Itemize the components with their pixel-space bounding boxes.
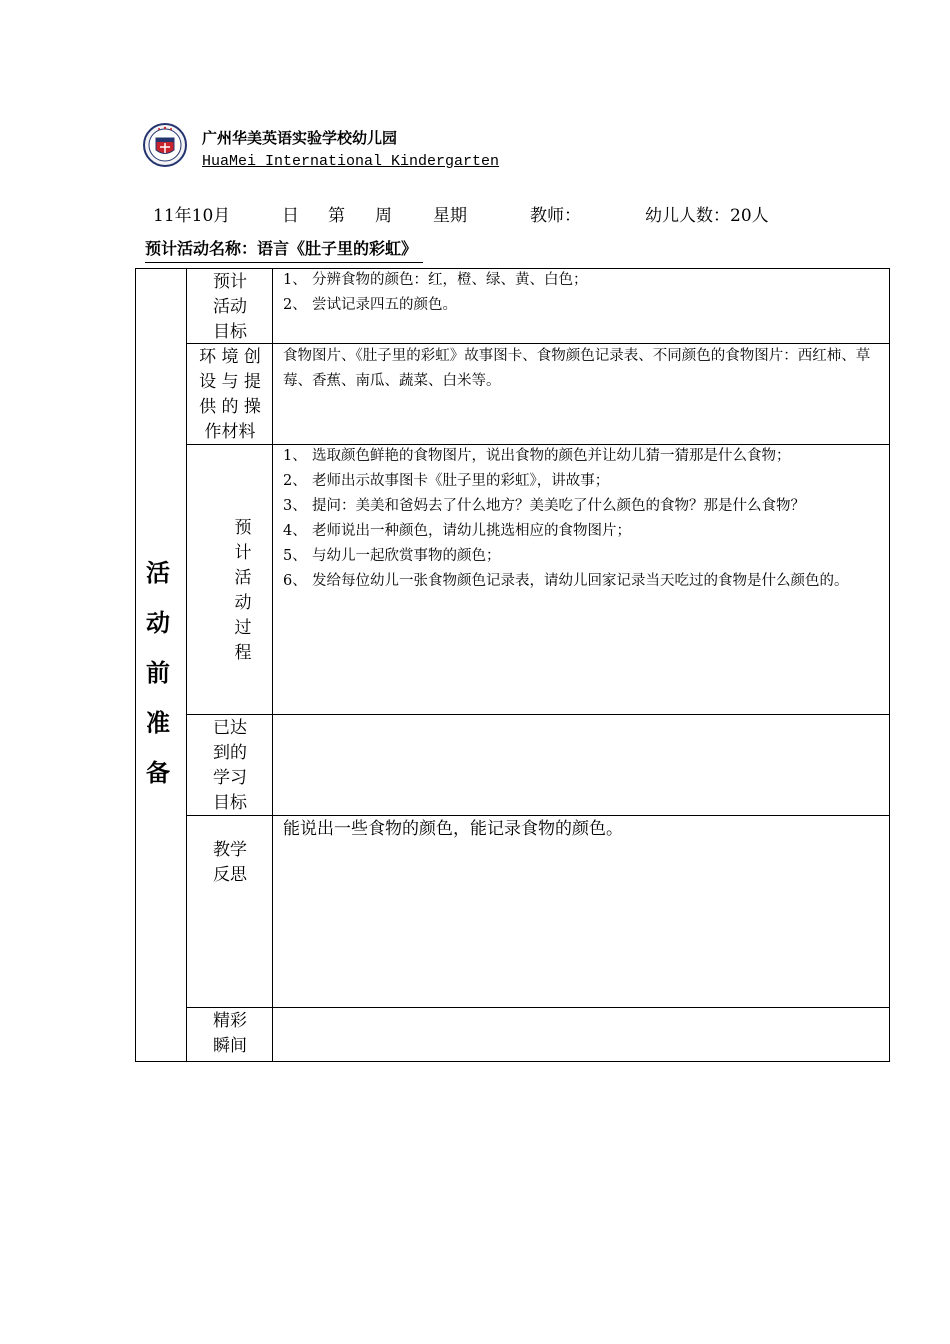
- list-item: 1、 分辨食物的颜色：红，橙、绿、黄、白色；: [283, 272, 588, 288]
- list-item: 3、 提问：美美和爸妈去了什么地方？美美吃了什么颜色的食物？那是什么食物？: [283, 498, 805, 514]
- achieved-label: 已达 到的 学习 目标: [213, 718, 247, 813]
- day-field: 日: [282, 206, 299, 226]
- materials-label: 环 境 创 设 与 提 供 的 操 作材料: [199, 347, 261, 442]
- list-item: 2、 老师出示故事图卡《肚子里的彩虹》，讲故事；: [283, 473, 610, 489]
- list-item: 4、 老师说出一种颜色，请幼儿挑选相应的食物图片；: [283, 523, 631, 539]
- list-item: 1、 选取颜色鲜艳的食物图片，说出食物的颜色并让幼儿猜一猜那是什么食物；: [283, 448, 791, 464]
- section-title-char: 准: [146, 708, 170, 737]
- list-item: 5、 与幼儿一起欣赏事物的颜色；: [283, 548, 501, 564]
- section-title: [140, 548, 176, 798]
- week-label-2: 周: [375, 206, 392, 226]
- section-title-char: 前: [146, 658, 170, 687]
- activity-name: [145, 236, 417, 259]
- highlights-label: 精彩 瞬间: [213, 1011, 247, 1056]
- week-label-1: 第: [328, 206, 345, 226]
- goals-label: 预计 活动 目标: [213, 272, 247, 342]
- reflection-content: 能说出一些食物的颜色，能记录食物的颜色。: [283, 819, 623, 839]
- children-count: 幼儿人数：20人: [645, 206, 769, 226]
- reflection-label: 教学 反思: [213, 840, 247, 885]
- teacher-field: 教师：: [530, 206, 581, 226]
- section-title-char: 活: [146, 558, 170, 587]
- weekday-field: 星期: [433, 206, 467, 226]
- goals-content: [283, 268, 883, 318]
- process-label: 预 计 活 动 过 程: [234, 518, 252, 663]
- list-item: 2、 尝试记录四五的颜色。: [283, 297, 457, 313]
- section-title-char: 备: [146, 758, 170, 787]
- list-item: 6、 发给每位幼儿一张食物颜色记录表，请幼儿回家记录当天吃过的食物是什么颜色的。: [283, 573, 849, 589]
- materials-content: 食物图片、《肚子里的彩虹》故事图卡、食物颜色记录表、不同颜色的食物图片：西红柿、草莓、香蕉、南瓜、蔬菜、白米等。: [283, 348, 871, 389]
- section-title-char: 动: [146, 608, 170, 637]
- school-crest-icon: [143, 123, 187, 167]
- school-name-en: HuaMei International Kindergarten: [202, 153, 500, 170]
- process-content: [283, 444, 885, 594]
- date-field: 11年10月: [153, 206, 231, 226]
- school-name-cn: 广州华美英语实验学校幼儿园: [202, 129, 398, 147]
- activity-name-text: 预计活动名称：语言《肚子里的彩虹》: [145, 239, 418, 258]
